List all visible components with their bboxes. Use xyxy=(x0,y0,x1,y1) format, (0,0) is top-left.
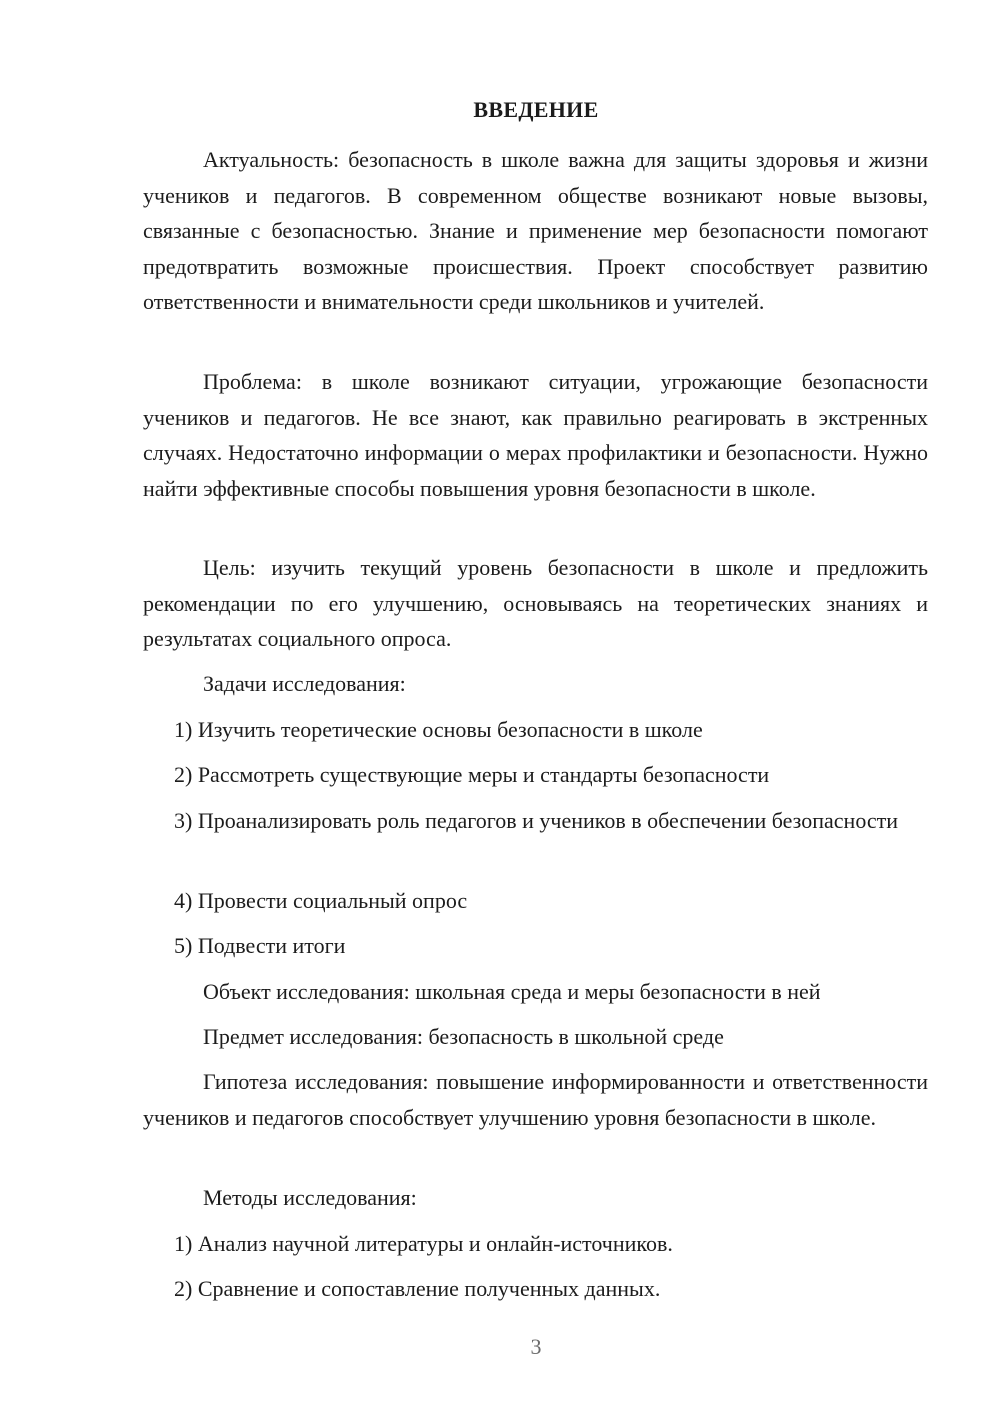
task-item: 4) Провести социальный опрос xyxy=(174,888,468,913)
task-item: 3) Проанализировать роль педагогов и учеников в обеспечении безопасности xyxy=(174,808,899,833)
page-number: 3 xyxy=(530,1334,542,1359)
task-item: 1) Изучить теоретические основы безопасности в школе xyxy=(174,717,703,742)
hypothesis-paragraph: Гипотеза исследования: повышение информированности и ответственности учеников и педагогов способствует улучшению уровня безопасности в школе. xyxy=(143,1069,928,1130)
problem-paragraph: Проблема: в школе возникают ситуации, угрожающие безопасности учеников и педагогов. Не все знают, как правильно реагировать в экстренных случаях. Недостаточно информации о мерах профилактики и безопасности. Нужно найти эффективные способы повышения уровня безопасности в школе. xyxy=(143,369,928,501)
page-title: ВВЕДЕНИЕ xyxy=(473,97,599,122)
relevance-paragraph: Актуальность: безопасность в школе важна для защиты здоровья и жизни учеников и педагогов. В современном обществе возникают новые вызовы, связанные с безопасностью. Знание и применение мер безопасности помогают предотвратить возможные происшествия. Проект способствует развитию ответственности и внимательности среди школьников и учителей. xyxy=(143,147,928,314)
task-item: 2) Рассмотреть существующие меры и стандарты безопасности xyxy=(174,762,770,787)
method-item: 2) Сравнение и сопоставление полученных данных. xyxy=(174,1276,661,1301)
tasks-heading: Задачи исследования: xyxy=(203,671,406,696)
subject-line: Предмет исследования: безопасность в школьной среде xyxy=(203,1024,724,1049)
goal-paragraph: Цель: изучить текущий уровень безопасности в школе и предложить рекомендации по его улучшению, основываясь на теоретических знаниях и результатах социального опроса. xyxy=(143,555,928,651)
methods-heading: Методы исследования: xyxy=(203,1185,417,1210)
object-line: Объект исследования: школьная среда и меры безопасности в ней xyxy=(203,979,821,1004)
task-item: 5) Подвести итоги xyxy=(174,933,346,958)
method-item: 1) Анализ научной литературы и онлайн-источников. xyxy=(174,1231,673,1256)
